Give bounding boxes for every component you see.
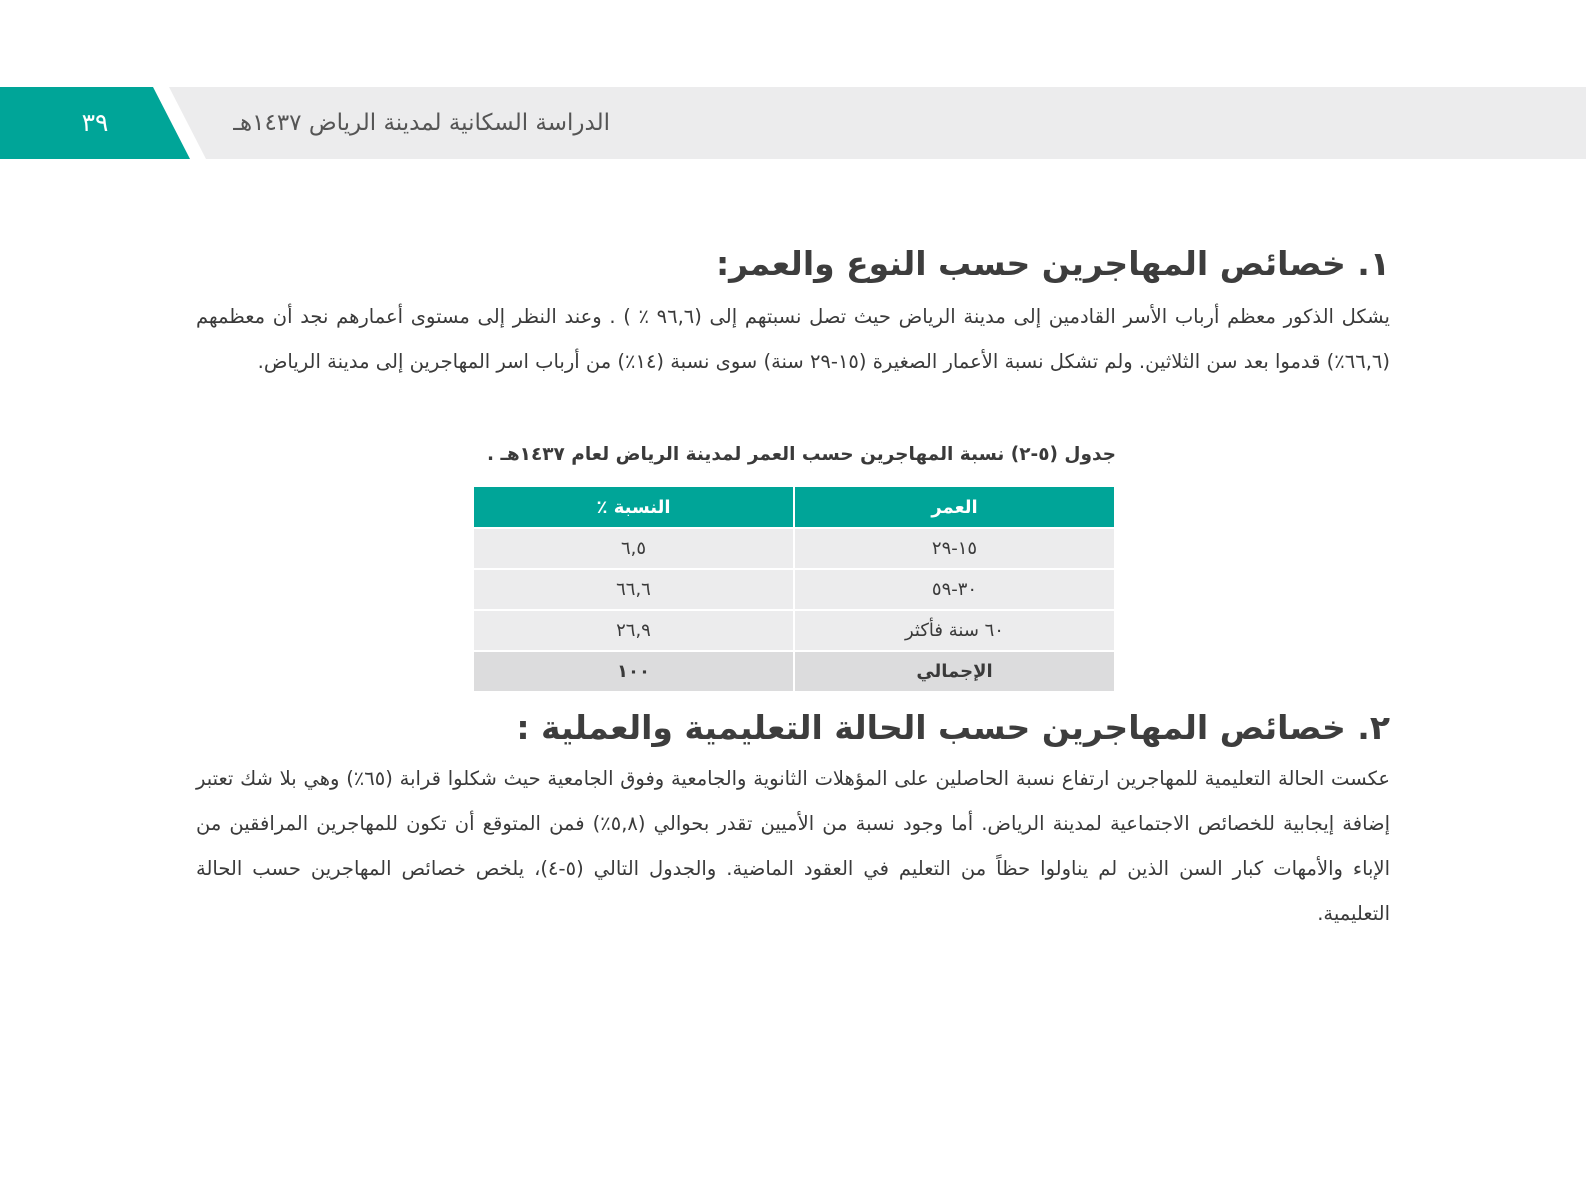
section-1-paragraph: يشكل الذكور معظم أرباب الأسر القادمين إلى مدينة الرياض حيث تصل نسبتهم إلى (٩٦,٦ ٪ ) . وعند النظر إلى مستوى أعمارهم نجد أن معظمهم (٦٦,٦٪) قدموا بعد سن الثلاثين. ولم تشكل نسبة الأعمار الصغيرة (١٥-٢٩ سنة) سوى نسبة (١٤٪) من أرباب اسر المهاجرين إلى مدينة الرياض. — [196, 305, 1390, 373]
column-header-percent: النسبة ٪ — [473, 486, 794, 528]
total-label-cell: الإجمالي — [794, 651, 1115, 692]
section-1-heading: ١. خصائص المهاجرين حسب النوع والعمر: — [715, 244, 1390, 283]
total-value-cell: ١٠٠ — [473, 651, 794, 692]
percent-cell: ٢٦,٩ — [473, 610, 794, 651]
section-2-paragraph: عكست الحالة التعليمية للمهاجرين ارتفاع نسبة الحاصلين على المؤهلات الثانوية والجامعية وفوق الجامعية حيث شكلوا قرابة (٦٥٪) وهي بلا شك تعتبر إضافة إيجابية للخصائص الاجتماعية لمدينة الرياض. أما وجود نسبة من الأميين تقدر بحوالي (٥,٨٪) فمن المتوقع أن تكون للمهاجرين المرافقين من الإباء والأمهات كبار السن الذين لم يناولوا حظاً من التعليم في العقود الماضية. والجدول التالي (٥-٤)، يلخص خصائص المهاجرين حسب الحالة التعليمية. — [196, 767, 1391, 925]
percent-cell: ٦٦,٦ — [473, 569, 794, 610]
section-1 — [196, 236, 1390, 384]
percent-cell: ٦,٥ — [473, 528, 794, 569]
table-row — [473, 528, 1115, 569]
age-cell: ١٥-٢٩ — [794, 528, 1115, 569]
age-cell: ٣٠-٥٩ — [794, 569, 1115, 610]
age-distribution-table — [472, 485, 1116, 693]
age-cell: ٦٠ سنة فأكثر — [794, 610, 1115, 651]
table-total-row — [473, 651, 1115, 692]
section-2 — [196, 700, 1390, 936]
running-header-title: الدراسة السكانية لمدينة الرياض ١٤٣٧هـ — [233, 110, 610, 136]
column-header-age: العمر — [794, 486, 1115, 528]
table-row — [473, 610, 1115, 651]
section-2-heading: ٢. خصائص المهاجرين حسب الحالة التعليمية والعملية : — [516, 708, 1390, 747]
table-row — [473, 569, 1115, 610]
table-caption: جدول (٥-٢) نسبة المهاجرين حسب العمر لمدينة الرياض لعام ١٤٣٧هـ . — [487, 444, 1116, 465]
page-number: ٣٩ — [81, 108, 109, 137]
table-header-row — [473, 486, 1115, 528]
